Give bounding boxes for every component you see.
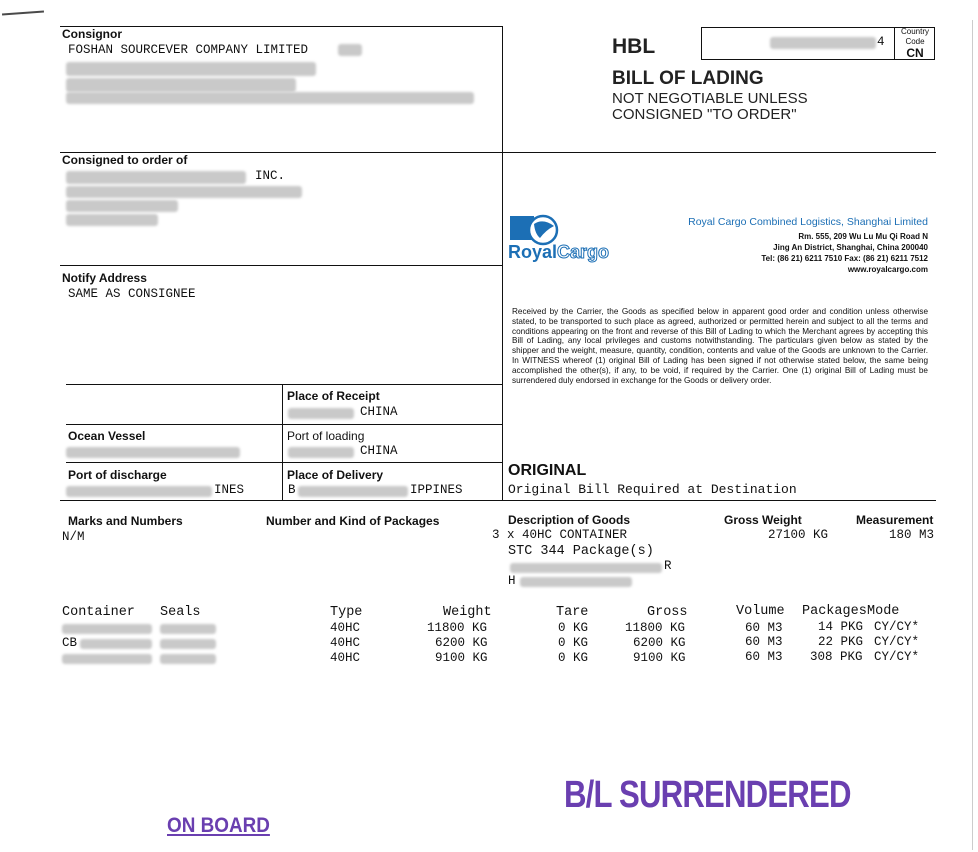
row-type: 40HC (330, 621, 361, 635)
redacted-place-of-receipt (288, 408, 354, 419)
redacted-consignee-name (66, 171, 246, 184)
row-mode: CY/CY* (874, 650, 920, 664)
port-of-loading-tail: CHINA (360, 444, 398, 458)
row-type: 40HC (330, 651, 361, 665)
redacted-hbl-number (770, 37, 876, 49)
description-line-4-head: H (508, 574, 516, 588)
row-mode: CY/CY* (874, 635, 920, 649)
place-of-receipt-label: Place of Receipt (287, 389, 380, 403)
row-tare: 0 KG (558, 621, 589, 635)
consignor-label: Consignor (62, 27, 122, 41)
redacted-consignor-suffix (338, 44, 362, 56)
company-phone: Tel: (86 21) 6211 7510 Fax: (86 21) 6211 7512 (761, 254, 928, 263)
not-negotiable-line-2: CONSIGNED "TO ORDER" (612, 106, 797, 123)
description-line-3-tail: R (664, 559, 672, 573)
row-weight: 6200 KG (435, 636, 488, 650)
row-volume: 60 M3 (745, 635, 783, 649)
logo-text-royal: Royal (508, 242, 558, 262)
row-packages: 22 PKG (818, 635, 864, 649)
row-gross: 9100 KG (633, 651, 686, 665)
hbl-number-tail: 4 (877, 35, 885, 49)
redacted-consignee-address-1 (66, 186, 302, 198)
row-volume: 60 M3 (745, 621, 783, 635)
place-of-delivery-label: Place of Delivery (287, 468, 384, 482)
row-gross: 6200 KG (633, 636, 686, 650)
redacted-consignor-address-2 (66, 78, 296, 92)
measurement-label: Measurement (856, 513, 934, 527)
notify-label: Notify Address (62, 271, 147, 285)
row-tare: 0 KG (558, 651, 589, 665)
port-of-loading-label: Port of loading (287, 429, 365, 443)
place-of-delivery-head: B (288, 483, 296, 497)
row-packages: 14 PKG (818, 620, 864, 634)
header-mode: Mode (867, 604, 900, 619)
company-address-1: Rm. 555, 209 Wu Lu Mu Qi Road N (798, 232, 928, 241)
redacted-container-1 (62, 624, 152, 634)
marks-value: N/M (62, 530, 85, 544)
redacted-port-of-loading (288, 447, 354, 458)
terms-text: Received by the Carrier, the Goods as specified below in apparent good order and condition unless otherwise stated, to be transported to such place as agreed, authorized or permitted herein and subject to all the terms and conditions appearing on the front and reverse of this Bill of Lading to which the Merchant agrees by accepting this Bill of Lading, any local privileges and customs notwithstanding. The particulars given below as stated by the shipper and the weight, measure, quantity, condition, contents and value of the Goods are unknown to the Carrier. In WITNESS whereof (1) original Bill of Lading has been signed if not otherwise stated below, the same being accomplished the other(s), if any, to be void, if required by the Carrier. One (1) original Bill of Lading must be surrendered duly endorsed in exchange for the Goods or delivery order. (512, 307, 928, 385)
gross-weight-label: Gross Weight (724, 513, 802, 527)
row-tare: 0 KG (558, 636, 589, 650)
notify-value: SAME AS CONSIGNEE (68, 287, 196, 301)
redacted-description-4 (520, 577, 632, 587)
gross-weight-value: 27100 KG (768, 528, 829, 542)
redacted-seal-2 (160, 639, 216, 649)
row-container: CB (62, 636, 78, 650)
row-weight: 9100 KG (435, 651, 488, 665)
row-mode: CY/CY* (874, 620, 920, 634)
description-line-1: 3 x 40HC CONTAINER (492, 528, 628, 542)
original-note: Original Bill Required at Destination (508, 482, 797, 497)
redacted-consignee-address-2 (66, 200, 178, 212)
header-weight: Weight (443, 605, 492, 620)
right-edge-rule (972, 20, 973, 850)
redacted-seal-3 (160, 654, 216, 664)
company-name: Royal Cargo Combined Logistics, Shanghai Limited (688, 216, 928, 228)
marks-label: Marks and Numbers (68, 514, 183, 528)
measurement-value: 180 M3 (889, 528, 935, 542)
header-packages: Packages (802, 604, 867, 619)
bill-of-lading-title: BILL OF LADING (612, 68, 764, 89)
redacted-description-3 (510, 563, 662, 573)
country-code-label: Country Code (900, 27, 929, 46)
consignee-label: Consigned to order of (62, 153, 188, 167)
logo-text-cargo: Cargo (557, 242, 610, 262)
row-packages: 308 PKG (810, 650, 863, 664)
redacted-port-of-discharge (66, 486, 212, 497)
redacted-container-2 (80, 639, 152, 649)
hbl-label: HBL (612, 35, 656, 58)
original-title: ORIGINAL (508, 462, 587, 479)
port-of-discharge-tail: INES (214, 483, 245, 497)
header-gross: Gross (647, 605, 688, 620)
header-volume: Volume (736, 604, 785, 619)
ocean-vessel-label: Ocean Vessel (68, 429, 146, 443)
place-of-delivery-tail: IPPINES (410, 483, 463, 497)
header-type: Type (330, 605, 363, 620)
row-weight: 11800 KG (427, 621, 488, 635)
description-line-2: STC 344 Package(s) (508, 544, 654, 559)
description-label: Description of Goods (508, 513, 631, 527)
company-web: www.royalcargo.com (847, 265, 928, 274)
margin-mark (2, 11, 44, 16)
redacted-seal-1 (160, 624, 216, 634)
header-container: Container (62, 605, 135, 620)
place-of-receipt-tail: CHINA (360, 405, 398, 419)
consignor-company: FOSHAN SOURCEVER COMPANY LIMITED (68, 43, 309, 57)
on-board-stamp: ON BOARD (167, 814, 270, 837)
row-gross: 11800 KG (625, 621, 686, 635)
header-seals: Seals (160, 605, 201, 620)
redacted-consignee-address-3 (66, 214, 158, 226)
redacted-consignor-address-3 (66, 92, 474, 104)
header-tare: Tare (556, 605, 589, 620)
packages-label: Number and Kind of Packages (266, 514, 440, 528)
row-type: 40HC (330, 636, 361, 650)
row-volume: 60 M3 (745, 650, 783, 664)
consignee-suffix: INC. (255, 169, 286, 183)
bl-surrendered-stamp: B/L SURRENDERED (564, 774, 851, 816)
redacted-container-3 (62, 654, 152, 664)
country-code-value: CN (906, 46, 924, 60)
redacted-place-of-delivery (298, 486, 408, 497)
redacted-ocean-vessel (66, 447, 240, 458)
country-code-box (894, 27, 895, 60)
not-negotiable-line-1: NOT NEGOTIABLE UNLESS (612, 90, 808, 107)
redacted-consignor-address-1 (66, 62, 316, 76)
company-address-2: Jing An District, Shanghai, China 200040 (773, 243, 928, 252)
port-of-discharge-label: Port of discharge (68, 468, 167, 482)
